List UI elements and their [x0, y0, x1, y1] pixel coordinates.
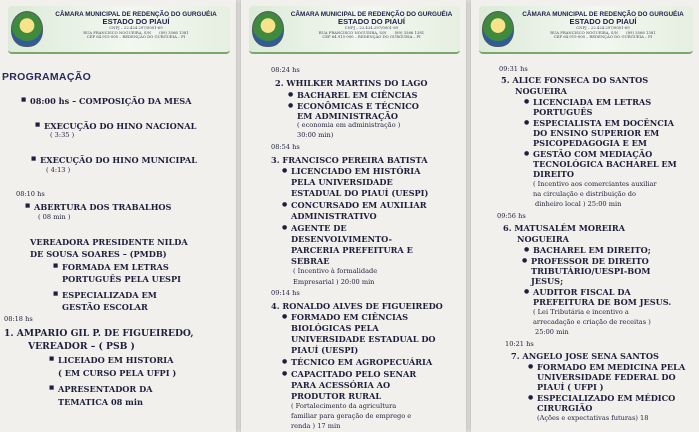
- program-line: 30:00 min): [297, 131, 334, 139]
- program-line: 4. RONALDO ALVES DE FIGUEIREDO: [271, 301, 443, 311]
- program-line: JESUS;: [531, 276, 564, 286]
- program-line: VEREADOR – ( PSB ): [28, 341, 135, 352]
- program-line: PELA UNIVERSIDADE: [291, 177, 393, 187]
- program-line: UNIVERSIDADE ESTADUAL DO: [291, 334, 436, 344]
- program-line: 5. ALICE FONSECA DO SANTOS: [501, 75, 649, 85]
- letterhead-cep: CEP 64.915-000 – REDENÇÃO DO GURGUEIA – PI: [553, 33, 653, 39]
- program-line: 08:18 hs: [4, 315, 33, 323]
- letterhead-address: RUA FRANCISCO NOGUEIRA, S/N: [550, 29, 619, 35]
- program-line: BIOLÓGICAS PELA: [291, 323, 379, 333]
- program-line: 08:24 hs: [271, 66, 300, 74]
- program-line: VEREADORA PRESIDENTE NILDA: [30, 237, 188, 247]
- program-line: ■ LICEIADO EM HISTORIA: [58, 356, 173, 364]
- letterhead-title: CÂMARA MUNICIPAL DE REDENÇÃO DO GURGUÉIA: [522, 11, 684, 18]
- program-line: ● LICENCIADO EM HISTÓRIA: [291, 167, 420, 175]
- letterhead-cnpj: CNPJ – 22.424.297/0001-69: [344, 25, 399, 31]
- program-line: 08:10 hs: [16, 190, 45, 198]
- program-line: ● AUDITOR FISCAL DA: [533, 288, 631, 296]
- program-line: 10:21 hs: [505, 340, 534, 348]
- program-line: ( EM CURSO PELA UFPI ): [58, 368, 177, 378]
- program-line: ■ EXECUÇÃO DO HINO NACIONAL: [44, 122, 196, 130]
- program-line: PARA ACESSÓRIA AO: [291, 380, 391, 390]
- letterhead-state: ESTADO DO PIAUÍ: [569, 17, 637, 27]
- program-line: ( Incentivo aos comerciantes auxiliar: [533, 180, 657, 188]
- letterhead-cnpj: CNPJ – 22.424.297/0001-69: [576, 25, 630, 31]
- program-line: PSICOPEDAGOGIA E EM: [533, 138, 647, 148]
- program-line: CIRURGIÃO: [537, 403, 593, 413]
- program-line: PREFEITURA DE BOM JESUS.: [533, 297, 672, 307]
- program-line: ● FORMADO EM CIÊNCIAS: [291, 313, 408, 321]
- program-line: ■ APRESENTADOR DA: [58, 385, 153, 393]
- program-line: ■ ESPECIALIZADA EM: [62, 291, 157, 299]
- program-line: dinheiro local ) 25:00 min: [535, 200, 622, 208]
- program-line: PIAUÍ (UESPI): [291, 345, 359, 355]
- program-line: PORTUGUÊS: [533, 107, 593, 117]
- letterhead-state: ESTADO DO PIAUÍ: [102, 17, 170, 27]
- program-title: PROGRAMAÇÃO: [2, 71, 92, 83]
- letterhead-address: RUA FRANCISCO NOGUEIRA, S/N: [318, 29, 387, 35]
- program-line: PRODUTOR RURAL: [291, 391, 382, 401]
- program-line: (Ações e expectativas futuras) 18: [537, 414, 649, 422]
- program-line: ■ FORMADA EM LETRAS: [62, 263, 169, 271]
- program-line: ( Lei Tributária e incentivo a: [533, 308, 629, 316]
- program-line: ● AGENTE DE: [291, 224, 347, 232]
- document-page-3: [471, 0, 699, 432]
- program-line: arrecadação e criação de receitas ): [533, 318, 651, 326]
- letterhead-address: RUA FRANCISCO NOGUEIRA, S/N: [83, 29, 152, 35]
- letterhead: [8, 6, 230, 54]
- program-line: TRIBUTÁRIO/UESPI-BOM: [531, 266, 651, 276]
- program-line: ( 3:35 ): [50, 131, 75, 139]
- letterhead-phone: (89) 3566 1381: [394, 29, 425, 35]
- program-line: DESENVOLVIMENTO-: [291, 234, 392, 244]
- program-line: ( Incentivo à formalidade: [293, 267, 378, 275]
- program-line: Empresarial ) 20:00 min: [293, 278, 375, 286]
- program-line: 2. WHILKER MARTINS DO LAGO: [275, 78, 428, 88]
- program-line: ■ ABERTURA DOS TRABALHOS: [34, 203, 171, 211]
- program-line: DIREITO: [533, 169, 575, 179]
- program-line: TECNOLÓGICA BACHAREL EM: [533, 159, 677, 169]
- program-line: ● ECONÔMICAS E TÉCNICO: [297, 102, 419, 110]
- municipal-seal-icon: [252, 11, 284, 47]
- program-line: 7. ANGELO JOSE SENA SANTOS: [511, 351, 659, 361]
- program-line: 09:14 hs: [271, 289, 300, 297]
- program-line: 08:54 hs: [271, 143, 300, 151]
- program-line: ● BACHAREL EM CIÊNCIAS: [297, 91, 417, 99]
- program-line: renda ) 17 min: [291, 422, 341, 430]
- document-page-2: [241, 0, 466, 432]
- letterhead-phone: (89) 3566 1381: [626, 29, 656, 35]
- program-line: ESTADUAL DO PIAUÍ (UESPI): [291, 188, 429, 198]
- municipal-seal-icon: [11, 11, 43, 47]
- program-line: ( 4:13 ): [46, 166, 71, 174]
- program-line: ● LICENCIADA EM LETRAS: [533, 98, 651, 106]
- program-line: PIAUÍ ( UFPI ): [537, 382, 604, 392]
- program-line: EM ADMINISTRAÇÃO: [297, 111, 398, 121]
- letterhead-phone: (89) 3566 1381: [159, 29, 189, 35]
- program-line: ● TÉCNICO EM AGROPECUÁRIA: [291, 358, 432, 366]
- letterhead-title: CÂMARA MUNICIPAL DE REDENÇÃO DO GURGUÉIA: [290, 11, 453, 18]
- program-line: 3. FRANCISCO PEREIRA BATISTA: [271, 155, 428, 165]
- program-line: ● FORMADO EM MEDICINA PELA: [537, 363, 685, 371]
- program-line: ( economia em administração ): [297, 121, 401, 129]
- program-line: SEBRAE: [291, 256, 330, 266]
- program-line: 1. AMPARIO GIL P. DE FIGUEIREDO,: [4, 328, 194, 339]
- program-line: ● BACHAREL EM DIREITO;: [533, 246, 651, 254]
- program-line: ■ 08:00 hs – COMPOSIÇÃO DA MESA: [30, 97, 191, 105]
- program-line: ■ EXECUÇÃO DO HINO MUNICIPAL: [40, 156, 197, 164]
- program-line: ( Fortalecimento da agricultura: [291, 402, 397, 410]
- letterhead: [479, 6, 693, 54]
- program-line: ● CONCURSADO EM AUXILIAR: [291, 201, 427, 209]
- program-line: familiar para geração de emprego e: [291, 412, 412, 420]
- program-line: 09:31 hs: [499, 65, 528, 73]
- program-line: TEMATICA 08 min: [58, 397, 143, 407]
- program-line: na circulação e distribuição do: [533, 190, 636, 198]
- program-line: DE SOUSA SOARES – (PMDB): [30, 249, 167, 259]
- program-line: ● GESTÃO COM MEDIAÇÃO: [533, 150, 652, 158]
- program-line: 25:00 min: [535, 328, 569, 336]
- letterhead: [249, 6, 460, 54]
- program-line: UNIVERSIDADE FEDERAL DO: [537, 372, 676, 382]
- program-line: GESTÃO ESCOLAR: [62, 302, 148, 312]
- program-line: ( 08 min ): [38, 213, 71, 221]
- program-line: NOGUEIRA: [517, 234, 569, 244]
- program-line: 6. MATUSALÉM MOREIRA: [503, 223, 626, 233]
- document-page-1: [0, 0, 236, 432]
- program-line: ● ESPECIALIZADO EM MÉDICO: [537, 394, 675, 402]
- program-line: DO ENSINO SUPERIOR EM: [533, 128, 660, 138]
- letterhead-cnpj: CNPJ – 22.424.297/0001-69: [109, 25, 163, 31]
- program-line: ADMINISTRATIVO: [291, 211, 377, 221]
- program-line: ● PROFESSOR DE DIREITO: [531, 257, 649, 265]
- program-line: PARCERIA PREFEITURA E: [291, 245, 413, 255]
- program-line: PORTUGUÊS PELA UESPI: [62, 274, 181, 284]
- program-line: NOGUEIRA: [515, 86, 567, 96]
- letterhead-title: CÂMARA MUNICIPAL DE REDENÇÃO DO GURGUÉIA: [55, 11, 217, 18]
- program-line: ● CAPACITADO PELO SENAR: [291, 370, 416, 378]
- program-line: 09:56 hs: [497, 212, 526, 220]
- municipal-seal-icon: [482, 11, 514, 47]
- program-line: ● ESPECIALISTA EM DOCÊNCIA: [533, 119, 674, 127]
- letterhead-state: ESTADO DO PIAUÍ: [338, 17, 405, 27]
- letterhead-cep: CEP 64.915-000 – REDENÇÃO DO GURGUEIA – PI: [322, 33, 421, 39]
- letterhead-cep: CEP 64.915-000 – REDENÇÃO DO GURGUEIA – PI: [86, 33, 186, 39]
